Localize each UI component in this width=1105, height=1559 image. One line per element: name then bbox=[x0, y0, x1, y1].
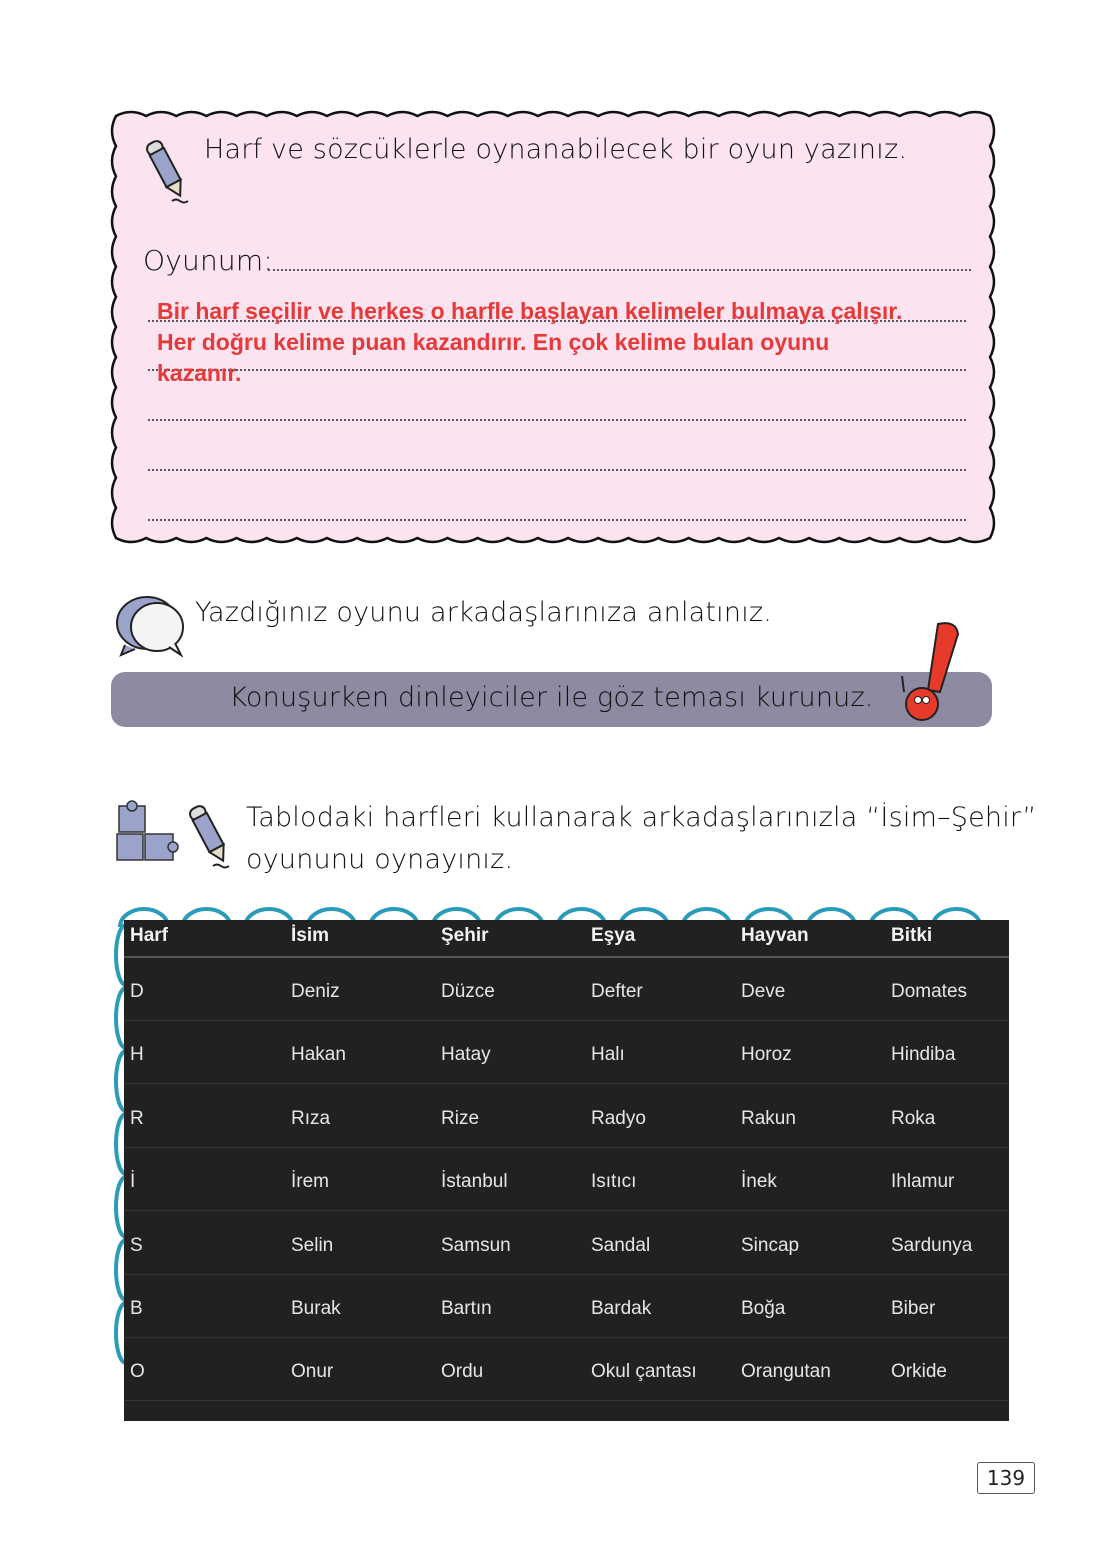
table-cell: Sardunya bbox=[891, 1234, 973, 1256]
column-header: Bitki bbox=[891, 925, 933, 946]
table-cell: Bardak bbox=[591, 1298, 652, 1319]
table-cell: Orangutan bbox=[741, 1361, 831, 1383]
table-cell: Defter bbox=[591, 981, 643, 1002]
table-cell: D bbox=[130, 981, 144, 1002]
answer-line[interactable] bbox=[268, 269, 971, 271]
puzzle-icon bbox=[113, 800, 179, 868]
column-header: Hayvan bbox=[741, 925, 809, 946]
handwritten-answer bbox=[157, 296, 957, 389]
table-cell: R bbox=[130, 1107, 144, 1129]
table-cell: Radyo bbox=[591, 1107, 646, 1129]
table-row bbox=[124, 1274, 1009, 1338]
answer-text-line: kazanır. bbox=[157, 360, 242, 386]
table-row bbox=[124, 957, 1009, 1021]
table-cell: Ordu bbox=[441, 1361, 484, 1383]
pencil-icon bbox=[142, 135, 192, 207]
tip-banner bbox=[111, 672, 992, 727]
table-header-row bbox=[124, 920, 1009, 958]
table-cell: Hakan bbox=[291, 1044, 346, 1066]
table-row bbox=[124, 1020, 1009, 1084]
table-cell: Samsun bbox=[441, 1234, 511, 1256]
instruction-write-game: Harf ve sözcüklerle oynanabilecek bir oyun yazınız. bbox=[204, 134, 908, 165]
table-cell: Onur bbox=[291, 1361, 334, 1383]
column-header: Eşya bbox=[591, 925, 636, 946]
column-header: Şehir bbox=[441, 925, 489, 946]
instruction-play-line1: Tablodaki harfleri kullanarak arkadaşlarınızla “İsim–Şehir” bbox=[246, 802, 1037, 833]
table-cell: Düzce bbox=[441, 981, 495, 1002]
table-cell: Domates bbox=[891, 981, 968, 1002]
table-row bbox=[124, 1337, 1009, 1401]
speech-bubble-icon bbox=[115, 595, 187, 657]
table-cell: Bartın bbox=[441, 1298, 492, 1319]
table-cell: Deniz bbox=[291, 981, 340, 1002]
table-cell: Biber bbox=[891, 1298, 936, 1319]
table-cell: Isıtıcı bbox=[591, 1171, 637, 1193]
page-number: 139 bbox=[977, 1462, 1035, 1494]
table-row bbox=[124, 1147, 1009, 1211]
table-cell: Orkide bbox=[891, 1361, 947, 1383]
table-cell: Hatay bbox=[441, 1044, 491, 1066]
table-cell: Deve bbox=[741, 981, 786, 1002]
table-cell: Sandal bbox=[591, 1234, 651, 1256]
answer-line[interactable] bbox=[148, 519, 966, 521]
table-cell: Rıza bbox=[291, 1107, 331, 1129]
isim-sehir-table bbox=[124, 920, 1009, 1421]
table-row bbox=[124, 1084, 1009, 1148]
exclamation-mascot-icon bbox=[898, 620, 964, 724]
table-cell: Horoz bbox=[741, 1044, 792, 1066]
table-cell: Selin bbox=[291, 1234, 334, 1256]
table-cell: İnek bbox=[741, 1171, 777, 1193]
table-cell: İstanbul bbox=[441, 1171, 508, 1193]
table-cell: Ihlamur bbox=[891, 1171, 955, 1193]
table-cell: Hindiba bbox=[891, 1044, 956, 1066]
instruction-play-line2: oyununu oynayınız. bbox=[246, 844, 514, 875]
table-cell: İrem bbox=[291, 1171, 329, 1193]
instruction-tell-friends: Yazdığınız oyunu arkadaşlarınıza anlatınız. bbox=[195, 597, 773, 628]
table-cell: Roka bbox=[891, 1107, 936, 1129]
table-cell: Boğa bbox=[741, 1298, 786, 1319]
answer-line[interactable] bbox=[148, 469, 966, 471]
table-cell: Okul çantası bbox=[591, 1361, 697, 1383]
table-cell: Burak bbox=[291, 1298, 341, 1319]
oyunum-label: Oyunum: bbox=[143, 244, 273, 277]
column-header: İsim bbox=[291, 925, 330, 946]
table-cell: H bbox=[130, 1044, 144, 1066]
table-cell: Rakun bbox=[741, 1107, 796, 1129]
table-cell: O bbox=[130, 1361, 145, 1383]
table-cell: Halı bbox=[591, 1044, 625, 1066]
column-header: Harf bbox=[130, 925, 169, 946]
answer-line[interactable] bbox=[148, 419, 966, 421]
table-cell: Rize bbox=[441, 1107, 480, 1129]
tip-text: Konuşurken dinleyiciler ile göz teması kurunuz. bbox=[229, 682, 874, 713]
table-cell: S bbox=[130, 1234, 143, 1256]
table-row bbox=[124, 1211, 1009, 1275]
answer-text-line: Her doğru kelime puan kazandırır. En çok kelime bulan oyunu bbox=[157, 329, 830, 355]
pencil-icon bbox=[185, 800, 235, 872]
table-cell: İ bbox=[130, 1171, 136, 1193]
table-cell: Sincap bbox=[741, 1234, 800, 1256]
table-cell: B bbox=[130, 1298, 143, 1319]
answer-text-line: Bir harf seçilir ve herkes o harfle başlayan kelimeler bulmaya çalışır. bbox=[157, 298, 903, 324]
